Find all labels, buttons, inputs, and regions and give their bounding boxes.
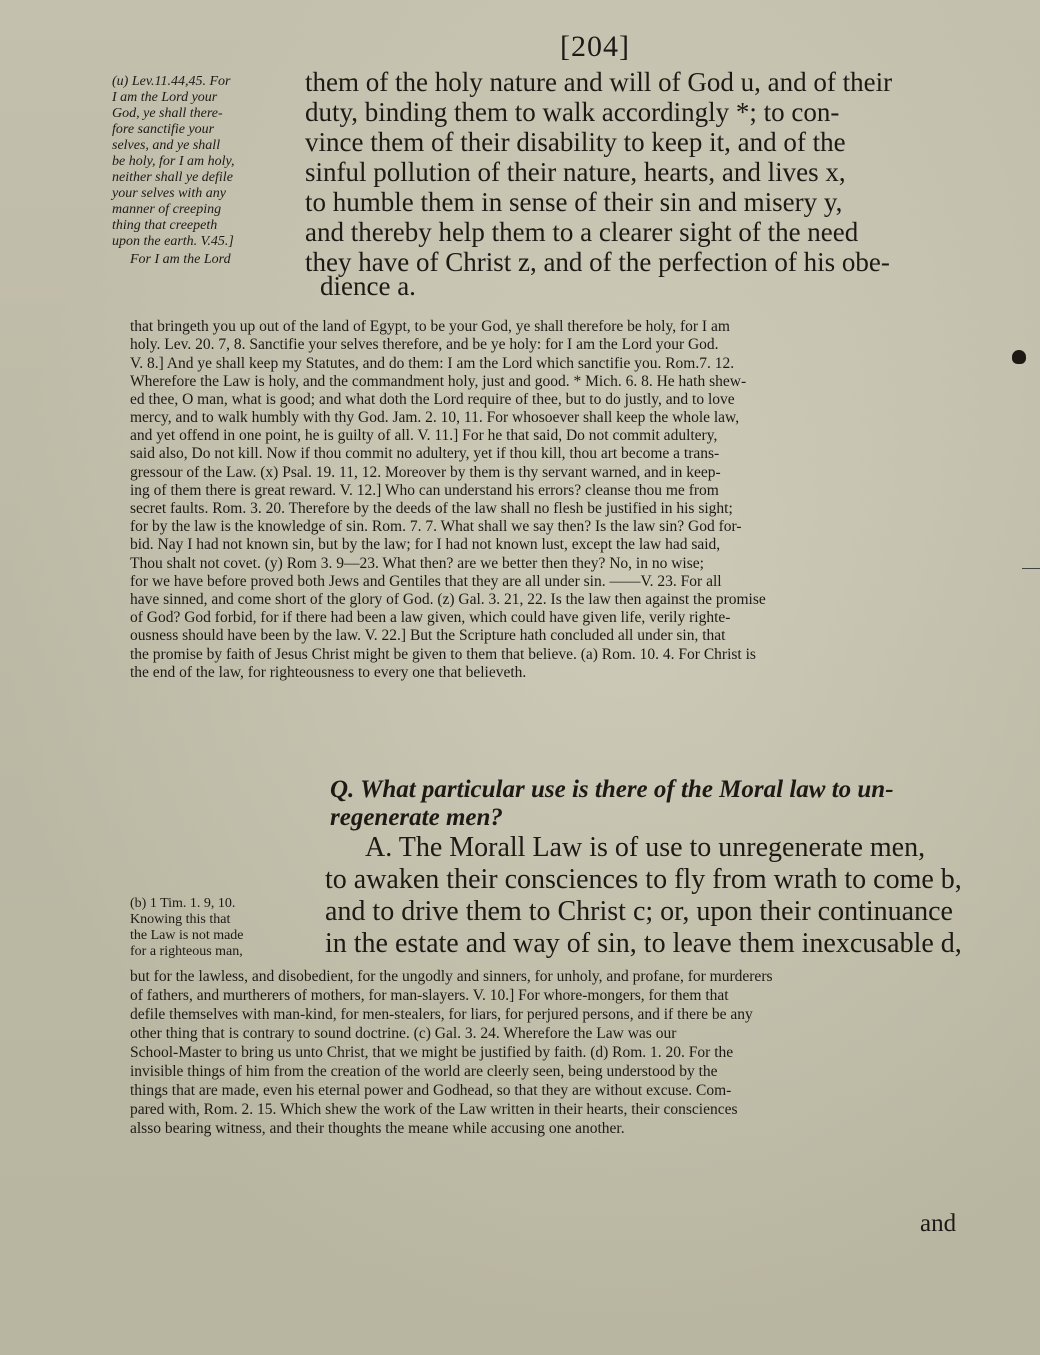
footnote-line: Wherefore the Law is holy, and the commandment holy, just and good. * Mich. 6. 8. He hath shew- [130, 373, 747, 390]
footnote-line: bid. Nay I had not known sin, but by the law; for I had not known lust, except the law had said, [130, 536, 721, 553]
footnote-line: Thou shalt not covet. (y) Rom 3. 9—23. What then? are we better then they? No, in no wise; [130, 555, 704, 572]
body-line: they have of Christ z, and of the perfection of his obe- [305, 247, 890, 277]
footnote-line: the promise by faith of Jesus Christ might be given to them that believe. (a) Rom. 10. 4. For Christ is [130, 646, 756, 663]
footnote-line: other thing that is contrary to sound doctrine. (c) Gal. 3. 24. Wherefore the Law was our [130, 1025, 677, 1042]
footnote-line: gressour of the Law. (x) Psal. 19. 11, 12. Moreover by them is thy servant warned, and in keep- [130, 464, 721, 481]
footnote-line: but for the lawless, and disobedient, for the ungodly and sinners, for unholy, and profane, for murderers [130, 968, 773, 985]
footnote-line: ing of them there is great reward. V. 12.] Who can understand his errors? cleanse thou me from [130, 482, 719, 499]
footnote-line: holy. Lev. 20. 7, 8. Sanctifie your selves therefore, and be ye holy: for I am the Lord your God. [130, 336, 719, 353]
answer-line: in the estate and way of sin, to leave them inexcusable d, [325, 928, 962, 959]
page-number: [204] [560, 30, 630, 63]
footnote-line: secret faults. Rom. 3. 20. Therefore by the deeds of the law shall no flesh be justified in his sight; [130, 500, 733, 517]
footnote-line: the end of the law, for righteousness to every one that believeth. [130, 664, 527, 681]
answer-line: A. The Morall Law is of use to unregenerate men, [365, 832, 926, 863]
footnote-line: things that are made, even his eternal power and Godhead, so that they are without excuse. Com- [130, 1082, 732, 1099]
footnote-line: mercy, and to walk humbly with thy God. Jam. 2. 10, 11. For whosoever shall keep the whole law, [130, 409, 740, 426]
margin-line: fore sanctifie your [112, 122, 215, 137]
body-line: sinful pollution of their nature, hearts, and lives x, [305, 157, 846, 187]
body-line: and thereby help them to a clearer sight of the need [305, 217, 859, 247]
footnote-line: invisible things of him from the creation of the world are cleerly seen, being understood by the [130, 1063, 718, 1080]
catchword: and [920, 1210, 957, 1237]
answer-line: to awaken their consciences to fly from wrath to come b, [325, 864, 962, 895]
ink-blot-mark [1012, 350, 1026, 364]
footnote-line: have sinned, and come short of the glory of God. (z) Gal. 3. 21, 22. Is the law then against the promise [130, 591, 766, 608]
margin-line: (b) 1 Tim. 1. 9, 10. [130, 896, 236, 911]
body-line: dience a. [320, 271, 416, 301]
footnote-line: and yet offend in one point, he is guilty of all. V. 11.] For he that said, Do not commit adultery, [130, 427, 718, 444]
footnote-line: School-Master to bring us unto Christ, that we might be justified by faith. (d) Rom. 1. 20. For the [130, 1044, 734, 1061]
question-line: Q. What particular use is there of the Moral law to un- [330, 776, 894, 803]
footnote-line: alsso bearing witness, and their thoughts the meane while accusing one another. [130, 1120, 625, 1137]
margin-line: (u) Lev.11.44,45. For [112, 74, 231, 89]
margin-line: selves, and ye shall [112, 138, 221, 153]
margin-line: for a righteous man, [130, 944, 243, 959]
body-line: them of the holy nature and will of God u, and of their [305, 67, 893, 97]
footnote-line: that bringeth you up out of the land of Egypt, to be your God, ye shall therefore be holy, for I am [130, 318, 730, 335]
footnote-line: of fathers, and murtherers of mothers, for man-slayers. V. 10.] For whore-mongers, for them that [130, 987, 729, 1004]
margin-line: I am the Lord your [112, 90, 218, 105]
margin-line: For I am the Lord [130, 252, 231, 267]
body-line: vince them of their disability to keep it, and of the [305, 127, 846, 157]
footnote-line: V. 8.] And ye shall keep my Statutes, and do them: I am the Lord which sanctifie you. Rom.7. 12. [130, 355, 735, 372]
footnote-line: defile themselves with man-kind, for men-stealers, for liars, for perjured persons, and if there be any [130, 1006, 753, 1023]
margin-line: neither shall ye defile [112, 170, 233, 185]
margin-line: upon the earth. V.45.] [112, 234, 234, 249]
footnote-line: for by the law is the knowledge of sin. Rom. 7. 7. What shall we say then? Is the law sin? God for- [130, 518, 742, 535]
footnote-line: ed thee, O man, what is good; and what doth the Lord require of thee, but to do justly, and to love [130, 391, 735, 408]
footnote-line: ousness should have been by the law. V. 22.] But the Scripture hath concluded all under sin, that [130, 627, 726, 644]
margin-line: your selves with any [112, 186, 226, 201]
margin-line: Knowing this that [130, 912, 231, 927]
question-line: regenerate men? [330, 804, 503, 831]
body-line: duty, binding them to walk accordingly *; to con- [305, 97, 840, 127]
footnote-line: pared with, Rom. 2. 15. Which shew the work of the Law written in their hearts, their consciences [130, 1101, 738, 1118]
edge-rule-mark [1022, 568, 1040, 569]
footnote-line: of God? God forbid, for if there had been a law given, which could have given life, verily righte- [130, 609, 731, 626]
footnote-line: for we have before proved both Jews and Gentiles that they are all under sin. ——V. 23. For all [130, 573, 722, 590]
footnote-line: said also, Do not kill. Now if thou commit no adultery, yet if thou kill, thou art become a trans- [130, 445, 720, 462]
body-line: to humble them in sense of their sin and misery y, [305, 187, 843, 217]
margin-line: manner of creeping [112, 202, 222, 217]
answer-line: and to drive them to Christ c; or, upon their continuance [325, 896, 953, 927]
margin-line: thing that creepeth [112, 218, 218, 233]
margin-line: the Law is not made [130, 928, 244, 943]
margin-line: be holy, for I am holy, [112, 154, 235, 169]
margin-line: God, ye shall there- [112, 106, 223, 121]
